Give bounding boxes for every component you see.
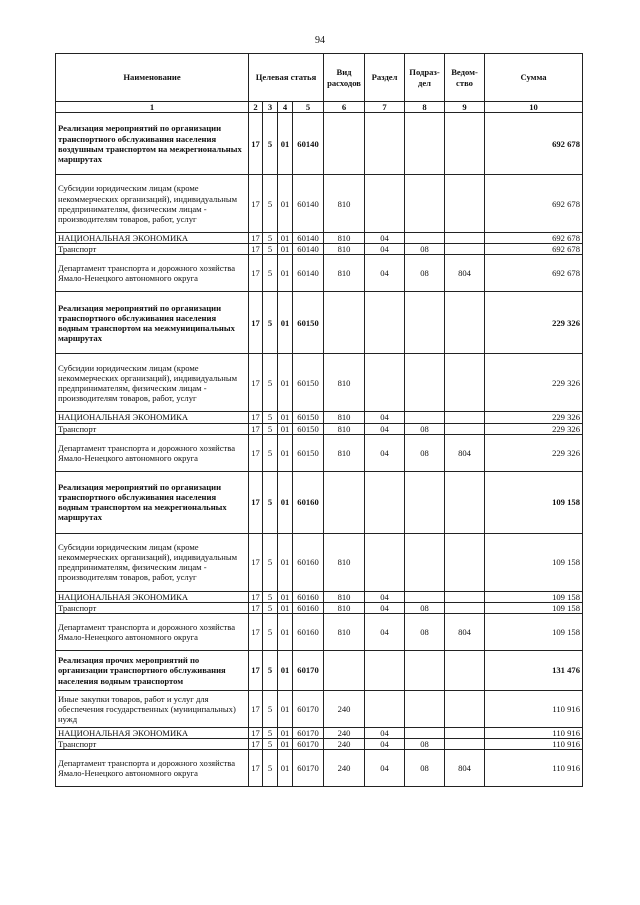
row-sum: 229 326 (485, 434, 583, 471)
row-c4: 01 (278, 113, 293, 175)
row-name: Транспорт (56, 739, 249, 750)
row-c3: 5 (263, 412, 278, 423)
col-header-section: Раздел (365, 54, 405, 102)
row-c6: 810 (324, 412, 365, 423)
table-row (56, 602, 583, 613)
row-c4: 01 (278, 591, 293, 602)
row-c4: 01 (278, 412, 293, 423)
row-c9 (445, 739, 485, 750)
row-c5: 60160 (293, 471, 324, 533)
row-c9 (445, 354, 485, 412)
row-c9 (445, 244, 485, 255)
column-number: 3 (263, 102, 278, 113)
column-number: 4 (278, 102, 293, 113)
row-c2: 17 (249, 471, 263, 533)
table-row (56, 471, 583, 533)
table-row (56, 613, 583, 650)
row-c7 (365, 292, 405, 354)
row-c6: 810 (324, 434, 365, 471)
row-c8 (405, 471, 445, 533)
row-c5: 60150 (293, 412, 324, 423)
row-c6: 240 (324, 690, 365, 727)
row-c5: 60140 (293, 113, 324, 175)
row-c2: 17 (249, 113, 263, 175)
row-c9 (445, 113, 485, 175)
row-c3: 5 (263, 255, 278, 292)
table-row (56, 690, 583, 727)
row-c2: 17 (249, 650, 263, 690)
row-c8: 08 (405, 750, 445, 787)
row-c8 (405, 233, 445, 244)
row-c4: 01 (278, 423, 293, 434)
row-c9 (445, 602, 485, 613)
row-c2: 17 (249, 613, 263, 650)
row-c2: 17 (249, 602, 263, 613)
row-c4: 01 (278, 727, 293, 738)
table-row (56, 423, 583, 434)
row-c2: 17 (249, 533, 263, 591)
row-c4: 01 (278, 750, 293, 787)
row-sum: 692 678 (485, 255, 583, 292)
row-c3: 5 (263, 175, 278, 233)
column-number: 5 (293, 102, 324, 113)
row-c7: 04 (365, 255, 405, 292)
row-sum: 131 476 (485, 650, 583, 690)
row-c6: 810 (324, 244, 365, 255)
row-c6: 240 (324, 727, 365, 738)
table-row (56, 233, 583, 244)
row-sum: 109 158 (485, 602, 583, 613)
row-c3: 5 (263, 423, 278, 434)
column-number: 6 (324, 102, 365, 113)
row-c5: 60140 (293, 175, 324, 233)
row-c9 (445, 591, 485, 602)
row-c8 (405, 591, 445, 602)
row-c7: 04 (365, 613, 405, 650)
row-c5: 60150 (293, 423, 324, 434)
row-name: НАЦИОНАЛЬНАЯ ЭКОНОМИКА (56, 233, 249, 244)
row-c6: 810 (324, 233, 365, 244)
row-c9 (445, 412, 485, 423)
row-c3: 5 (263, 113, 278, 175)
row-c6 (324, 650, 365, 690)
row-c7: 04 (365, 602, 405, 613)
row-sum: 229 326 (485, 292, 583, 354)
row-c5: 60160 (293, 591, 324, 602)
row-c3: 5 (263, 244, 278, 255)
row-c2: 17 (249, 233, 263, 244)
row-c9 (445, 292, 485, 354)
row-c5: 60140 (293, 233, 324, 244)
row-c2: 17 (249, 690, 263, 727)
table-row (56, 292, 583, 354)
row-name: Реализация прочих мероприятий по организации транспортного обслуживания населения водным транспортом (56, 650, 249, 690)
row-c4: 01 (278, 255, 293, 292)
row-c2: 17 (249, 434, 263, 471)
row-sum: 110 916 (485, 690, 583, 727)
row-name: Иные закупки товаров, работ и услуг для обеспечения государственных (муниципальных) нужд (56, 690, 249, 727)
row-name: НАЦИОНАЛЬНАЯ ЭКОНОМИКА (56, 412, 249, 423)
column-number: 9 (445, 102, 485, 113)
row-c3: 5 (263, 292, 278, 354)
row-c7 (365, 533, 405, 591)
row-c4: 01 (278, 739, 293, 750)
row-c6: 810 (324, 423, 365, 434)
row-c6 (324, 292, 365, 354)
row-c9 (445, 650, 485, 690)
row-sum: 110 916 (485, 750, 583, 787)
row-c8 (405, 650, 445, 690)
row-c6: 810 (324, 533, 365, 591)
row-c3: 5 (263, 533, 278, 591)
table-row (56, 650, 583, 690)
row-c7: 04 (365, 434, 405, 471)
row-name: Субсидии юридическим лицам (кроме некоммерческих организаций), индивидуальным предпринимателям, физическим лицам - производителям товаров, работ, услуг (56, 354, 249, 412)
row-sum: 109 158 (485, 591, 583, 602)
row-c8: 08 (405, 613, 445, 650)
row-c5: 60160 (293, 533, 324, 591)
table-row (56, 113, 583, 175)
col-header-expense-type: Вид расходов (324, 54, 365, 102)
row-c8: 08 (405, 255, 445, 292)
row-c8: 08 (405, 739, 445, 750)
column-number: 8 (405, 102, 445, 113)
row-c7: 04 (365, 423, 405, 434)
row-c6: 240 (324, 739, 365, 750)
row-c4: 01 (278, 613, 293, 650)
row-c7: 04 (365, 750, 405, 787)
row-sum: 109 158 (485, 471, 583, 533)
row-c5: 60150 (293, 434, 324, 471)
row-c3: 5 (263, 727, 278, 738)
row-c8 (405, 412, 445, 423)
col-header-subsection: Подраз-дел (405, 54, 445, 102)
row-c7: 04 (365, 591, 405, 602)
row-c6: 810 (324, 591, 365, 602)
row-c8: 08 (405, 602, 445, 613)
row-c8 (405, 292, 445, 354)
row-c9: 804 (445, 613, 485, 650)
row-c9 (445, 727, 485, 738)
row-c7 (365, 650, 405, 690)
row-c5: 60160 (293, 613, 324, 650)
row-name: Транспорт (56, 244, 249, 255)
row-name: Реализация мероприятий по организации транспортного обслуживания населения водным транспортом на межмуниципальных маршрутах (56, 292, 249, 354)
row-c7 (365, 690, 405, 727)
row-name: Реализация мероприятий по организации транспортного обслуживания населения водным транспортом на межрегиональных маршрутах (56, 471, 249, 533)
row-c3: 5 (263, 750, 278, 787)
row-c7 (365, 175, 405, 233)
page-number: 94 (315, 35, 325, 46)
row-c7: 04 (365, 412, 405, 423)
row-name: Реализация мероприятий по организации транспортного обслуживания населения воздушным транспортом на межрегиональных маршрутах (56, 113, 249, 175)
col-header-sum: Сумма (485, 54, 583, 102)
table-row (56, 750, 583, 787)
row-c5: 60170 (293, 739, 324, 750)
row-c5: 60170 (293, 690, 324, 727)
row-c5: 60170 (293, 650, 324, 690)
row-c7: 04 (365, 739, 405, 750)
row-c7: 04 (365, 244, 405, 255)
row-c5: 60150 (293, 292, 324, 354)
row-c5: 60170 (293, 727, 324, 738)
column-number-row (56, 102, 583, 113)
row-sum: 692 678 (485, 175, 583, 233)
column-number: 1 (56, 102, 249, 113)
budget-table (55, 53, 583, 787)
row-name: НАЦИОНАЛЬНАЯ ЭКОНОМИКА (56, 591, 249, 602)
row-c4: 01 (278, 533, 293, 591)
row-c6: 810 (324, 255, 365, 292)
table-row (56, 244, 583, 255)
row-c3: 5 (263, 471, 278, 533)
row-sum: 692 678 (485, 113, 583, 175)
row-sum: 109 158 (485, 533, 583, 591)
row-c3: 5 (263, 591, 278, 602)
row-sum: 692 678 (485, 233, 583, 244)
row-c2: 17 (249, 591, 263, 602)
row-c6: 810 (324, 602, 365, 613)
row-sum: 110 916 (485, 739, 583, 750)
row-c9: 804 (445, 434, 485, 471)
row-c5: 60150 (293, 354, 324, 412)
row-c5: 60170 (293, 750, 324, 787)
table-row (56, 434, 583, 471)
row-name: Департамент транспорта и дорожного хозяйства Ямало-Ненецкого автономного округа (56, 613, 249, 650)
column-number: 10 (485, 102, 583, 113)
row-name: Транспорт (56, 602, 249, 613)
row-c2: 17 (249, 727, 263, 738)
row-c5: 60140 (293, 244, 324, 255)
row-sum: 229 326 (485, 412, 583, 423)
row-sum: 110 916 (485, 727, 583, 738)
row-c3: 5 (263, 354, 278, 412)
row-sum: 229 326 (485, 354, 583, 412)
row-name: Департамент транспорта и дорожного хозяйства Ямало-Ненецкого автономного округа (56, 434, 249, 471)
row-c7 (365, 354, 405, 412)
row-c4: 01 (278, 434, 293, 471)
row-c4: 01 (278, 292, 293, 354)
row-c3: 5 (263, 233, 278, 244)
row-c8: 08 (405, 434, 445, 471)
row-c5: 60160 (293, 602, 324, 613)
table-row (56, 175, 583, 233)
row-sum: 692 678 (485, 244, 583, 255)
row-c7: 04 (365, 727, 405, 738)
table-row (56, 412, 583, 423)
row-c9: 804 (445, 255, 485, 292)
row-c4: 01 (278, 175, 293, 233)
table-row (56, 739, 583, 750)
row-c8 (405, 533, 445, 591)
row-c8: 08 (405, 244, 445, 255)
row-c4: 01 (278, 650, 293, 690)
row-c4: 01 (278, 354, 293, 412)
row-c4: 01 (278, 471, 293, 533)
row-c3: 5 (263, 434, 278, 471)
row-name: Департамент транспорта и дорожного хозяйства Ямало-Ненецкого автономного округа (56, 255, 249, 292)
row-c7: 04 (365, 233, 405, 244)
row-c4: 01 (278, 602, 293, 613)
row-c9 (445, 533, 485, 591)
row-c9: 804 (445, 750, 485, 787)
row-c2: 17 (249, 739, 263, 750)
row-c2: 17 (249, 255, 263, 292)
row-name: НАЦИОНАЛЬНАЯ ЭКОНОМИКА (56, 727, 249, 738)
row-name: Транспорт (56, 423, 249, 434)
row-c9 (445, 233, 485, 244)
row-c4: 01 (278, 233, 293, 244)
col-header-name: Наименование (56, 54, 249, 102)
row-c6: 810 (324, 613, 365, 650)
row-c8 (405, 175, 445, 233)
row-c2: 17 (249, 423, 263, 434)
row-c6: 810 (324, 175, 365, 233)
header-row (56, 54, 583, 102)
row-c2: 17 (249, 354, 263, 412)
row-c2: 17 (249, 412, 263, 423)
table-row (56, 727, 583, 738)
col-header-target: Целевая статья (249, 54, 324, 102)
row-c9 (445, 690, 485, 727)
row-c3: 5 (263, 602, 278, 613)
table-row (56, 533, 583, 591)
row-c2: 17 (249, 175, 263, 233)
row-c8 (405, 727, 445, 738)
row-c2: 17 (249, 750, 263, 787)
row-c6: 240 (324, 750, 365, 787)
row-c8 (405, 113, 445, 175)
row-c4: 01 (278, 690, 293, 727)
row-c9 (445, 471, 485, 533)
row-c9 (445, 423, 485, 434)
table-row (56, 354, 583, 412)
row-c2: 17 (249, 244, 263, 255)
row-name: Субсидии юридическим лицам (кроме некоммерческих организаций), индивидуальным предпринимателям, физическим лицам - производителям товаров, работ, услуг (56, 175, 249, 233)
row-c6 (324, 113, 365, 175)
column-number: 7 (365, 102, 405, 113)
table-row (56, 255, 583, 292)
table-row (56, 591, 583, 602)
row-c8 (405, 354, 445, 412)
row-c3: 5 (263, 650, 278, 690)
row-c3: 5 (263, 739, 278, 750)
row-c6: 810 (324, 354, 365, 412)
row-sum: 109 158 (485, 613, 583, 650)
column-number: 2 (249, 102, 263, 113)
row-c7 (365, 113, 405, 175)
row-sum: 229 326 (485, 423, 583, 434)
row-c2: 17 (249, 292, 263, 354)
row-c8 (405, 690, 445, 727)
row-name: Департамент транспорта и дорожного хозяйства Ямало-Ненецкого автономного округа (56, 750, 249, 787)
row-c3: 5 (263, 613, 278, 650)
row-c8: 08 (405, 423, 445, 434)
row-c5: 60140 (293, 255, 324, 292)
row-c6 (324, 471, 365, 533)
row-c4: 01 (278, 244, 293, 255)
row-name: Субсидии юридическим лицам (кроме некоммерческих организаций), индивидуальным предпринимателям, физическим лицам - производителям товаров, работ, услуг (56, 533, 249, 591)
row-c3: 5 (263, 690, 278, 727)
col-header-department: Ведом-ство (445, 54, 485, 102)
row-c7 (365, 471, 405, 533)
row-c9 (445, 175, 485, 233)
